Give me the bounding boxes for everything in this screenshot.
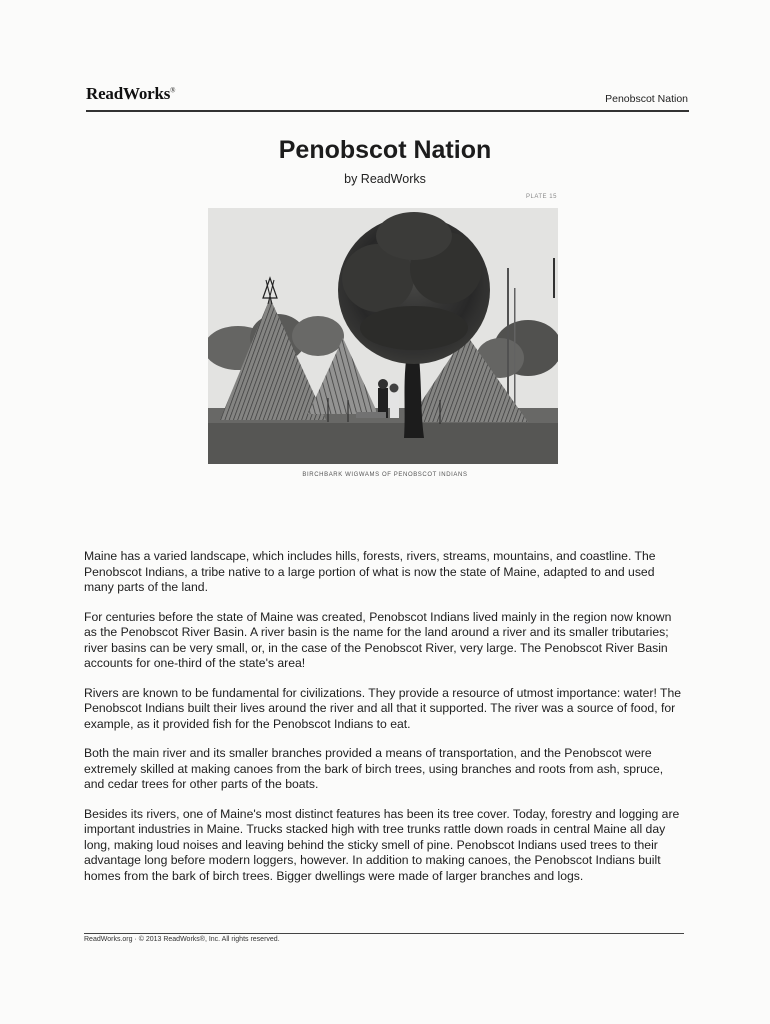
image-caption: BIRCHBARK WIGWAMS OF PENOBSCOT INDIANS	[302, 472, 468, 478]
paragraph: Both the main river and its smaller branches provided a means of transportation, and the Penobscot were extremely skilled at making canoes from the bark of birch trees, using branches and roots from ash, spruce, and cedar trees for other parts of the boats.	[84, 746, 664, 791]
article-byline: by ReadWorks	[344, 172, 426, 186]
footer-copyright: ReadWorks.org · © 2013 ReadWorks®, Inc. All rights reserved.	[84, 936, 280, 943]
readworks-logo	[86, 84, 175, 104]
paragraph: Besides its rivers, one of Maine's most distinct features has been its tree cover. Today, forestry and logging are important industries in Maine. Trucks stacked high with tree trunks rattle down roads in central Maine all day long, making loud noises and leaving behind the sticky smell of pine. Penobscot Indians used trees to their advantage long before modern loggers, however. In addition to making canoes, the Penobscot Indians built homes from the bark of birch trees. Bigger dwellings were made of larger branches and logs.	[84, 806, 680, 883]
wigwam-photo	[208, 208, 558, 464]
paragraph: Rivers are known to be fundamental for civilizations. They provide a resource of utmost importance: water! The Penobscot Indians built their lives around the river and all that it supported. The river was a source of food, for example, as it provided fish for the Penobscot Indians to eat.	[84, 685, 682, 731]
logo-registered-mark: ®	[170, 86, 176, 95]
logo-text: ReadWorks	[86, 84, 171, 103]
article-title: Penobscot Nation	[278, 136, 492, 164]
article-body	[84, 549, 686, 898]
plate-label: PLATE 15	[526, 194, 557, 200]
header-divider	[86, 110, 689, 112]
paragraph: For centuries before the state of Maine was created, Penobscot Indians lived mainly in the region now known as the Penobscot River Basin. A river basin is the name for the land around a river and its smaller tributaries; river basins can be very small, or, in the case of the Penobscot River, very large. The Penobscot River Basin accounts for one-third of the state's area!	[84, 609, 672, 670]
footer-divider	[84, 933, 684, 934]
page-header	[86, 84, 688, 110]
header-section-title: Penobscot Nation	[605, 93, 688, 105]
wigwam-photo-illustration	[208, 208, 558, 464]
paragraph: Maine has a varied landscape, which includes hills, forests, rivers, streams, mountains, and coastline. The Penobscot Indians, a tribe native to a large portion of what is now the state of Maine, adapted to and used many parts of the land.	[84, 549, 656, 594]
